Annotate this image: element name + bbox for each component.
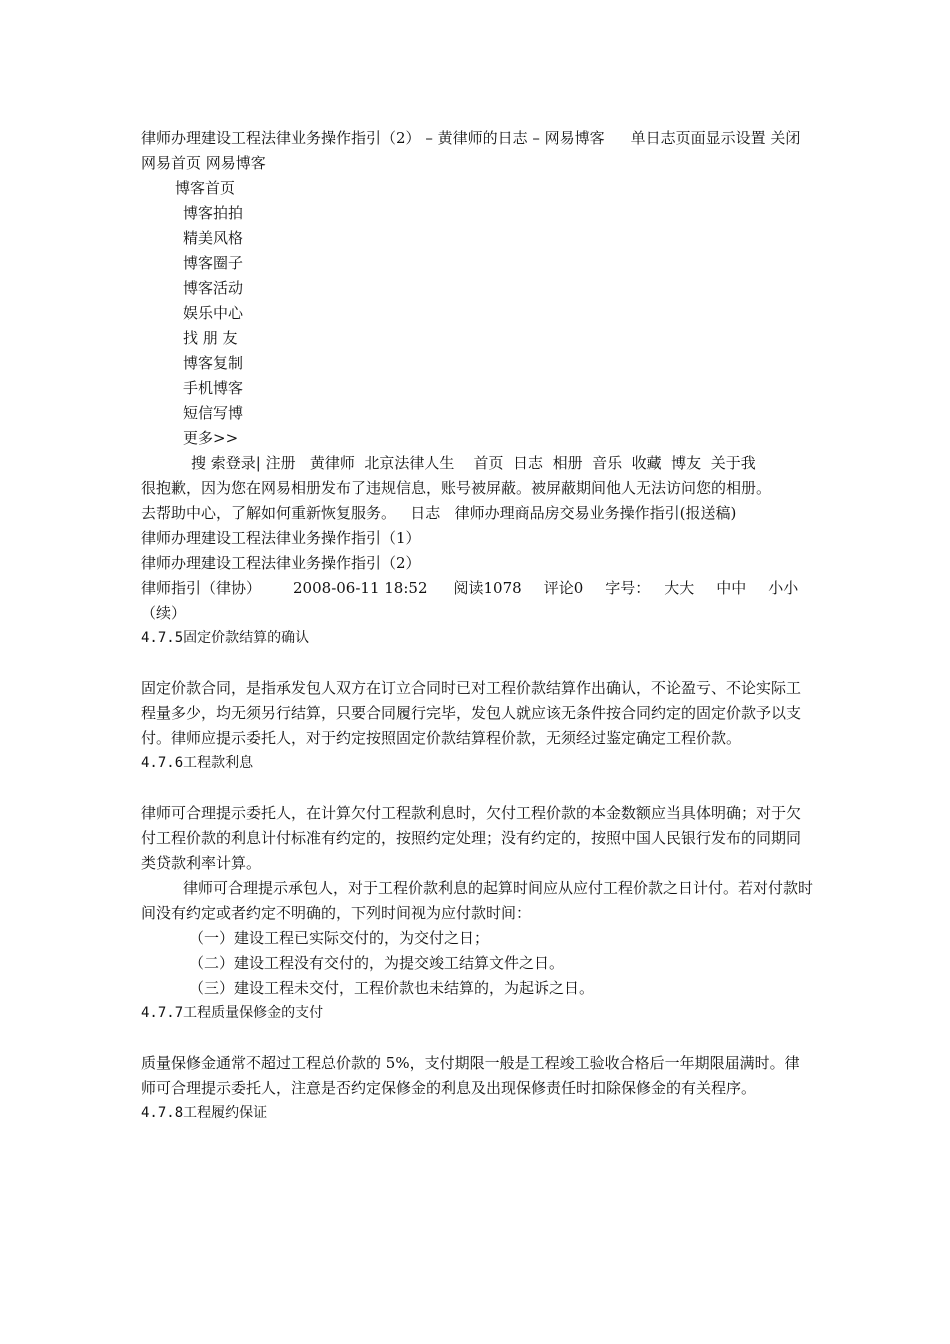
section-heading-477: 4.7.7工程质量保修金的支付 [141, 1005, 324, 1021]
document-page [141, 126, 813, 1126]
related-link-2[interactable]: 律师办理建设工程法律业务操作指引（2） [141, 554, 421, 572]
section-body-475: 固定价款合同，是指承发包人双方在订立合同时已对工程价款结算作出确认，不论盈亏、不论实际工程量多少，均无须另行结算，只要合同履行完毕，发包人就应该无条件按合同约定的固定价款予以支付。律师应提示委托人，对于约定按照固定价款结算程价款，无须经过鉴定确定工程价款。 [141, 679, 802, 747]
nav-item-more[interactable]: 更多>> [183, 429, 239, 447]
nav-item-circle[interactable]: 博客圈子 [183, 254, 244, 272]
nav-item-activity[interactable]: 博客活动 [183, 279, 244, 297]
post-datetime: 2008-06-11 18:52 [293, 579, 428, 597]
section-body-476: 律师可合理提示委托人，在计算欠付工程款利息时，欠付工程价款的本金数额应当具体明确；对于欠付工程价款的利息计付标准有约定的，按照约定处理；没有约定的，按照中国人民银行发布的同期同类贷款利率计算。 [141, 804, 802, 872]
header-line [141, 126, 813, 176]
header-controls[interactable]: 单日志页面显示设置 关闭 网易首页 网易博客 [141, 129, 801, 172]
section-body-476-2: 律师可合理提示承包人，对于工程价款利息的起算时间应从应付工程价款之日计付。若对付款时间没有约定或者约定不明确的，下列时间视为应付款时间： [141, 879, 814, 922]
notice-text: 很抱歉，因为您在网易相册发布了违规信息，账号被屏蔽。被屏蔽期间他人无法访问您的相册。 [141, 479, 772, 497]
notice-help[interactable]: 去帮助中心，了解如何重新恢复服务。 日志 律师办理商品房交易业务操作指引(报送稿) [141, 504, 737, 522]
post-comments[interactable]: 评论0 [543, 579, 584, 597]
post-category[interactable]: 律师指引（律协） [141, 579, 262, 597]
nav-item-entertainment[interactable]: 娱乐中心 [183, 304, 244, 322]
section-heading-476: 4.7.6工程款利息 [141, 755, 254, 771]
fontsize-small[interactable]: 小小 [768, 579, 799, 597]
nav-item-copy[interactable]: 博客复制 [183, 354, 244, 372]
nav-item-paipai[interactable]: 博客拍拍 [183, 204, 244, 222]
related-link-1[interactable]: 律师办理建设工程法律业务操作指引（1） [141, 529, 421, 547]
toolbar[interactable]: 搜 索登录| 注册 黄律师 北京法律人生 首页 日志 相册 音乐 收藏 博友 关于我 [191, 454, 756, 472]
nav-item-sms[interactable]: 短信写博 [183, 404, 244, 422]
fontsize-large[interactable]: 大大 [664, 579, 695, 597]
nav-item-mobile[interactable]: 手机博客 [183, 379, 244, 397]
fontsize-label: 字号： [605, 579, 651, 597]
section-heading-478: 4.7.8工程履约保证 [141, 1105, 268, 1121]
section-body-477: 质量保修金通常不超过工程总价款的 5%，支付期限一般是工程竣工验收合格后一年期限届满时。律师可合理提示委托人，注意是否约定保修金的利息及出现保修责任时扣除保修金的有关程序。 [141, 1054, 800, 1097]
list-item: （一）建设工程已实际交付的，为交付之日； [189, 929, 490, 947]
list-item: （二）建设工程没有交付的，为提交竣工结算文件之日。 [189, 954, 565, 972]
page-title: 律师办理建设工程法律业务操作指引（2） – 黄律师的日志 – 网易博客 [141, 129, 605, 147]
nav-home[interactable]: 博客首页 [175, 179, 236, 197]
fontsize-medium[interactable]: 中中 [716, 579, 747, 597]
post-reads: 阅读1078 [453, 579, 522, 597]
nav-item-find-friends[interactable]: 找 朋 友 [183, 329, 238, 347]
post-continued: （续） [141, 604, 187, 622]
list-item: （三）建设工程未交付，工程价款也未结算的，为起诉之日。 [189, 979, 595, 997]
section-heading-475: 4.7.5固定价款结算的确认 [141, 630, 310, 646]
post-meta [141, 576, 813, 626]
nav-item-style[interactable]: 精美风格 [183, 229, 244, 247]
